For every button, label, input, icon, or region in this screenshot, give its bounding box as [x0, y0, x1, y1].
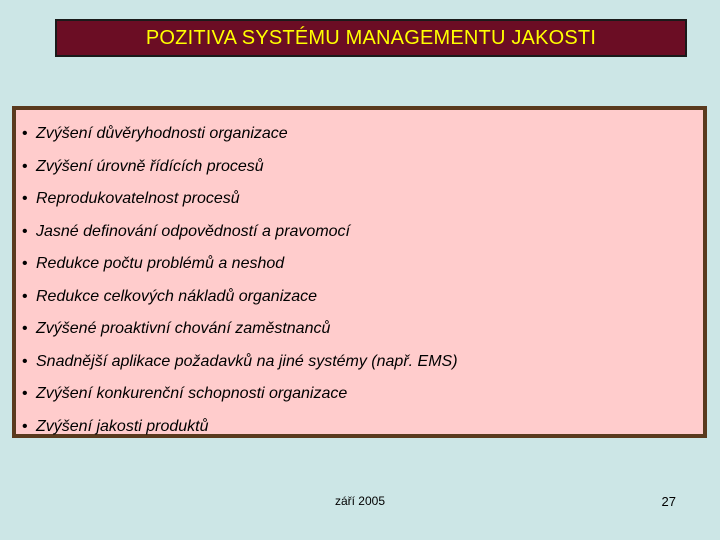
bullet-text: Zvýšení důvěryhodnosti organizace	[36, 125, 288, 143]
bullet-text: Zvýšení úrovně řídících procesů	[36, 157, 264, 175]
bullet-item	[22, 313, 703, 346]
bullet-item	[22, 281, 703, 314]
bullet-item	[22, 346, 703, 379]
bullet-item	[22, 216, 703, 249]
page-number: 27	[661, 494, 676, 509]
bullet-text: Zvýšení jakosti produktů	[36, 417, 209, 435]
bullet-item	[22, 118, 703, 151]
bullet-text: Zvýšené proaktivní chování zaměstnanců	[36, 320, 331, 338]
bullet-item	[22, 183, 703, 216]
bullet-icon: •	[22, 417, 28, 435]
bullet-text: Reprodukovatelnost procesů	[36, 190, 240, 208]
bullet-icon: •	[22, 320, 28, 338]
footer-date: září 2005	[334, 494, 386, 508]
bullet-item	[22, 248, 703, 281]
bullet-icon: •	[22, 385, 28, 403]
bullet-icon: •	[22, 157, 28, 175]
bullet-text: Redukce počtu problémů a neshod	[36, 255, 285, 273]
bullet-item	[22, 151, 703, 184]
bullet-text: Jasné definování odpovědností a pravomocí	[36, 222, 350, 240]
bullet-icon: •	[22, 352, 28, 370]
bullet-icon: •	[22, 287, 28, 305]
bullet-item	[22, 411, 703, 444]
bullet-text: Snadnější aplikace požadavků na jiné systémy (např. EMS)	[36, 352, 458, 370]
slide-title-banner	[55, 19, 687, 57]
bullet-list	[22, 118, 703, 443]
bullet-icon: •	[22, 222, 28, 240]
bullet-text: Zvýšení konkurenční schopnosti organizace	[36, 385, 348, 403]
bullet-icon: •	[22, 190, 28, 208]
bullet-item	[22, 378, 703, 411]
bullet-content-box	[12, 106, 707, 438]
slide-title: POZITIVA SYSTÉMU MANAGEMENTU JAKOSTI	[145, 26, 597, 49]
bullet-text: Redukce celkových nákladů organizace	[36, 287, 318, 305]
bullet-icon: •	[22, 255, 28, 273]
bullet-icon: •	[22, 125, 28, 143]
